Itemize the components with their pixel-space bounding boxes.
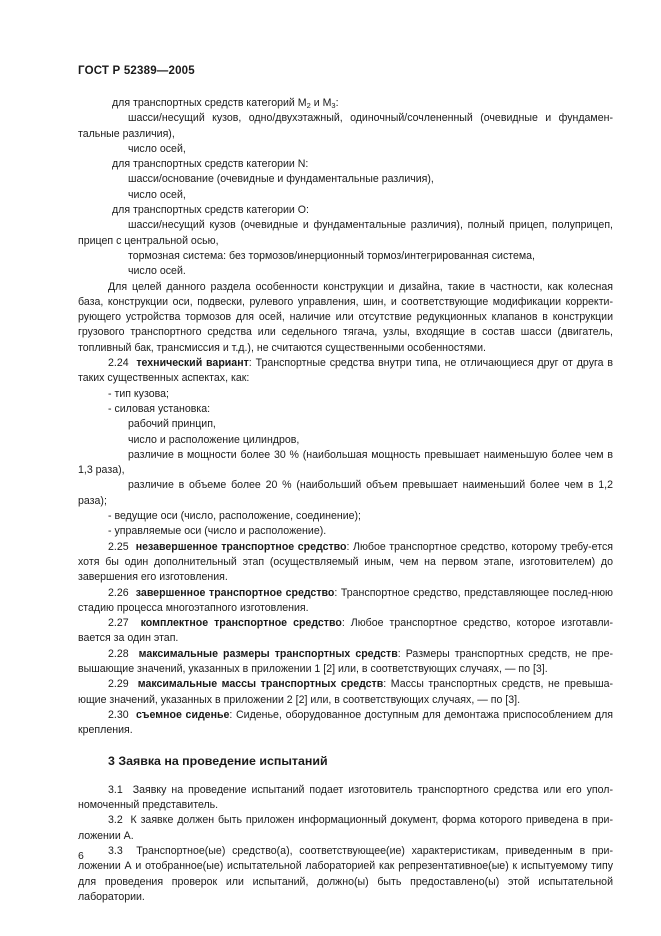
clause-number: 2.26 [108, 586, 129, 599]
category-n-intro: для транспортных средств категории N: [112, 158, 309, 171]
definition-2-30 [78, 708, 613, 739]
clause-3-2 [78, 813, 613, 844]
term: съемное сиденье [136, 708, 230, 721]
clause-3-3 [78, 844, 613, 905]
o-brakes-item: тормозная система: без тормозов/инерционный тормоз/интегрированная система, [128, 249, 535, 262]
definition-text: : Транспортное средство, представляющее послед-нюю стадию процесса многоэтапного изготовления. [78, 586, 613, 614]
term: завершенное транспортное средство [135, 586, 335, 599]
clause-3-1 [78, 783, 613, 814]
clause-number: 3.3 [108, 844, 123, 857]
definition-text: : Сиденье, оборудованное доступным для демонтажа приспособлением для крепления. [78, 708, 614, 737]
list-item: - ведущие оси (число, расположение, соединение); [108, 510, 361, 523]
definition-2-24 [78, 356, 613, 387]
clause-text: Заявку на проведение испытаний подает изготовитель транспортного средства или его упол-номоченный представитель. [78, 783, 614, 812]
definition-2-27 [78, 616, 613, 647]
section-3-title: 3 Заявка на проведение испытаний [108, 754, 328, 769]
o-axles-item: число осей. [128, 265, 186, 278]
m-chassis-item: шасси/несущий кузов, одно/двухэтажный, одиночный/сочлененный (очевидные и фундамен-тальные различия), [78, 112, 613, 140]
clause-text: К заявке должен быть приложен информационный документ, форма которого приведена в при-ложении А. [78, 814, 614, 842]
definition-text: : Массы транспортных средств, не превыша-ющие значений, указанных в приложении 2 [2] или, в соответствующих случаях, — по [3]. [78, 678, 613, 706]
document-header: ГОСТ Р 52389—2005 [78, 65, 195, 77]
definition-2-26 [78, 586, 613, 617]
list-subitem: рабочий принцип, [128, 418, 216, 431]
definition-text: : Любое транспортное средство, которое изготавли-вается за один этап. [78, 617, 614, 645]
clause-number: 2.24 [108, 357, 129, 370]
list-subitem: различие в объеме более 20 % (наибольший объем превышает наименьший более чем в 1,2 раза); [78, 479, 613, 507]
list-item: - силовая установка: [108, 402, 211, 415]
clause-number: 2.27 [108, 617, 129, 630]
category-m2-m3-intro [78, 96, 613, 111]
definition-2-28 [78, 647, 613, 678]
list-subitem: число и расположение цилиндров, [128, 433, 300, 446]
text-segment: : [335, 97, 339, 109]
definition-2-25 [78, 540, 613, 586]
text-segment: и M [310, 97, 332, 109]
term: максимальные массы транспортных средств [137, 678, 384, 691]
n-axles-item: число осей, [128, 188, 186, 201]
clause-number: 3.1 [108, 783, 123, 796]
term: незавершенное транспортное средство [135, 540, 347, 553]
list-item: - управляемые оси (число и расположение). [108, 525, 327, 538]
definition-text: : Размеры транспортных средств, не пре-вышающие значений, указанных в приложении 1 [2] или, в соответствующих случаях, — по [3]. [78, 647, 613, 675]
term: максимальные размеры транспортных средств [138, 647, 398, 660]
term: технический вариант [136, 357, 249, 370]
clause-number: 2.29 [108, 678, 129, 691]
subscript: 2 [306, 101, 311, 110]
clause-number: 2.30 [108, 708, 129, 721]
clause-number: 3.2 [108, 814, 123, 827]
clause-number: 2.28 [108, 647, 129, 660]
definition-text: : Транспортные средства внутри типа, не отличающиеся друг от друга в таких существенных аспектах, как: [78, 357, 613, 385]
list-subitem: различие в мощности более 30 % (наибольшая мощность превышает наименьшую более чем в 1,3 раза), [78, 448, 613, 477]
clause-text: Транспортное(ые) средство(а), соответствующее(ие) характеристикам, приведенным в при-ложении А и отобранное(ые) испытательной лабораторией как репрезентативное(ые) к испытуемому типу для проведения проверок или испытаний, должно(ы) быть предоставлено(ы) этой испытательной лаборатории. [78, 844, 613, 903]
list-item: - тип кузова; [108, 387, 169, 400]
n-chassis-item: шасси/основание (очевидные и фундаментальные различия), [128, 173, 434, 186]
m-axles-item: число осей, [128, 142, 186, 155]
term: комплектное транспортное средство [140, 617, 342, 630]
features-paragraph: Для целей данного раздела особенности конструкции и дизайна, такие в частности, как колесная база, конструкции оси, подвески, рулевого управления, шин, и соответствующие модификации корректи-рующего устройства тормозов для осей, наличие или отсутствие редукционных клапанов в конструкции грузового транспортного средства или седельного тягача, узлы, входящие в состав шасси (двигатель, топливный бак, трансмиссия и т.д.), не считаются существенными особенностями. [78, 280, 613, 354]
clause-number: 2.25 [108, 540, 129, 553]
definition-text: : Любое транспортное средство, которому требу-ется хотя бы один дополнительный этап (осуществляемый иным, чем на первом этапе, изготовителем) до завершения его изготовления. [78, 540, 613, 584]
subscript: 3 [331, 101, 336, 110]
text-segment: для транспортных средств категорий M [112, 97, 307, 109]
o-chassis-item: шасси/несущий кузов (очевидные и фундаментальные различия), полный прицеп, полуприцеп, прицеп с центральной осью, [78, 219, 613, 247]
page-number: 6 [78, 850, 84, 862]
document-body [78, 96, 613, 905]
category-o-intro: для транспортных средств категории O: [112, 204, 309, 217]
definition-2-29 [78, 677, 613, 708]
